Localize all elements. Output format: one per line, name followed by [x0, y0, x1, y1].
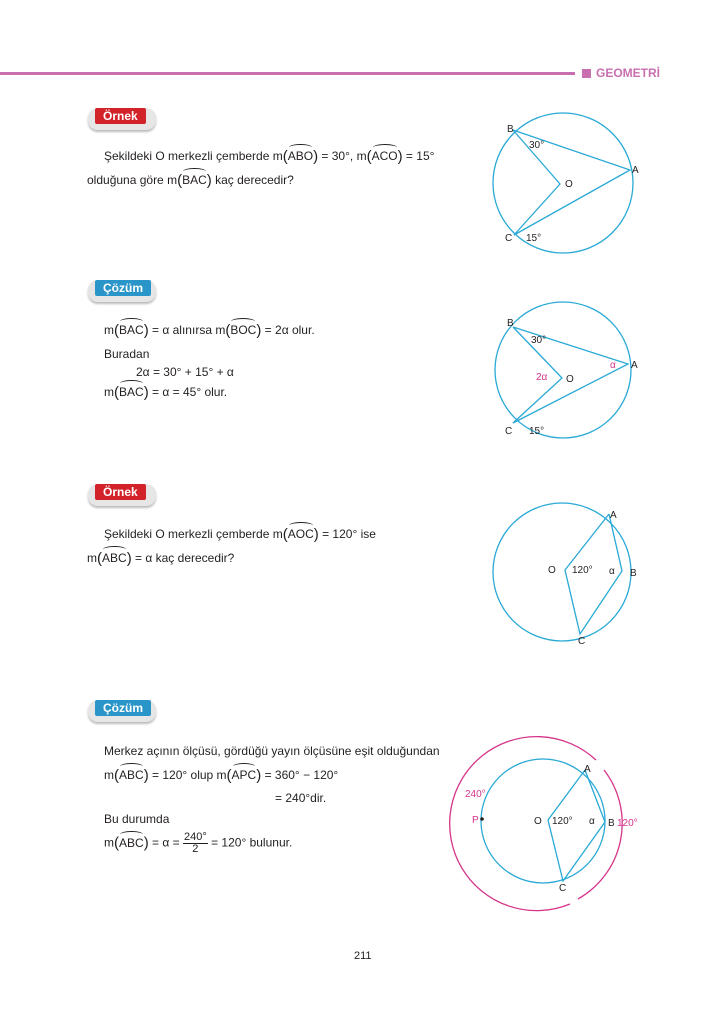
angle-name: BAC — [182, 173, 207, 187]
label-c: C — [505, 233, 513, 244]
parenthesis: ( — [225, 322, 231, 339]
label-p: P — [472, 815, 479, 826]
parenthesis: ( — [97, 550, 102, 567]
label-o: O — [565, 179, 573, 190]
label-c: C — [505, 426, 513, 437]
solution2-line5: m(ABC) = α = $\frac{240^\circ}{2}$ = 120° bulunur. — [104, 831, 293, 855]
badge-label: Örnek — [95, 484, 146, 500]
solution1-line3: 2α = 30° + 15° + α — [136, 365, 234, 379]
parenthesis: ( — [282, 148, 288, 165]
label-b: B — [608, 818, 615, 829]
solution2-line2: m(ABC) = 120° olup m(APC) = 360° − 120° — [104, 767, 339, 784]
parenthesis: ( — [366, 148, 372, 165]
angle-name: BAC — [119, 323, 144, 337]
label-a: A — [610, 510, 617, 521]
label-a: A — [584, 764, 591, 775]
parenthesis: ( — [282, 526, 288, 543]
parenthesis: ( — [114, 322, 119, 339]
angle-alpha: α — [610, 360, 616, 371]
example2-line2: m(ABC) = α kaç derecedir? — [87, 550, 235, 567]
solution2-line3: = 240°dir. — [275, 791, 327, 805]
page-number: 211 — [354, 950, 372, 962]
solution1-line1: m(BAC) = α alınırsa m(BOC) = 2α olur. — [104, 322, 315, 339]
angle-120: 120° — [572, 565, 593, 576]
parenthesis: ) — [143, 322, 149, 339]
angle-15: 15° — [529, 426, 545, 437]
parenthesis: ) — [256, 767, 262, 784]
solution2-line4: Bu durumda — [104, 812, 170, 826]
angle-30: 30° — [529, 140, 545, 151]
label-o: O — [566, 374, 574, 385]
parenthesis: ( — [114, 834, 119, 852]
angle-30: 30° — [531, 335, 547, 346]
angle-name: ABC — [119, 835, 144, 850]
parenthesis: ) — [143, 767, 149, 784]
badge-label: Çözüm — [95, 280, 151, 296]
label-b: B — [507, 124, 514, 135]
angle-15: 15° — [526, 233, 542, 244]
angle-alpha: α — [589, 816, 595, 827]
parenthesis: ) — [256, 322, 262, 339]
parenthesis: ) — [397, 148, 403, 165]
arc-120: 120° — [617, 818, 638, 829]
label-c: C — [578, 636, 586, 647]
angle-name: BAC — [119, 385, 144, 399]
label-o: O — [534, 816, 542, 827]
angle-name: APC — [231, 768, 257, 782]
parenthesis: ( — [177, 172, 183, 189]
arc-240: 240° — [465, 789, 486, 800]
angle-2alpha: 2α — [536, 372, 548, 383]
parenthesis: ) — [313, 526, 319, 543]
parenthesis: ) — [313, 148, 319, 165]
label-b: B — [507, 318, 514, 329]
parenthesis: ) — [126, 550, 132, 567]
example2-line1: Şekildeki O merkezli çemberde m(AOC) = 120° ise — [104, 526, 376, 543]
angle-name: ABC — [119, 768, 144, 782]
figure-4 — [481, 759, 605, 883]
angle-name: ABO — [287, 149, 314, 163]
solution1-line4: m(BAC) = α = 45° olur. — [104, 384, 228, 401]
section-title: GEOMETRİ — [596, 66, 661, 80]
angle-alpha: α — [609, 566, 615, 577]
fraction: $\frac{240^\circ}{2}$ — [183, 831, 207, 855]
parenthesis: ) — [143, 834, 149, 852]
parenthesis: ) — [206, 172, 212, 189]
parenthesis: ( — [114, 767, 119, 784]
label-a: A — [632, 165, 639, 176]
angle-name: ACO — [371, 149, 398, 163]
angle-name: ABC — [102, 551, 127, 565]
label-b: B — [630, 568, 637, 579]
parenthesis: ( — [114, 384, 119, 401]
label-c: C — [559, 883, 567, 894]
example1-line1: Şekildeki O merkezli çemberde m(ABO) = 30°, m(ACO) = 15° — [104, 148, 435, 165]
label-a: A — [631, 360, 638, 371]
parenthesis: ) — [143, 384, 149, 401]
angle-name: AOC — [287, 527, 314, 541]
solution1-line2: Buradan — [104, 347, 150, 361]
figure-1 — [493, 113, 633, 253]
badge-label: Çözüm — [95, 700, 151, 716]
solution2-line1: Merkez açının ölçüsü, gördüğü yayın ölçüsüne eşit olduğundan — [104, 744, 440, 758]
example1-line2: olduğuna göre m(BAC) kaç derecedir? — [87, 172, 294, 189]
parenthesis: ( — [226, 767, 232, 784]
point-p — [480, 817, 484, 821]
label-o: O — [548, 565, 556, 576]
badge-label: Örnek — [95, 108, 146, 124]
angle-name: BOC — [230, 323, 257, 337]
angle-120: 120° — [552, 816, 573, 827]
